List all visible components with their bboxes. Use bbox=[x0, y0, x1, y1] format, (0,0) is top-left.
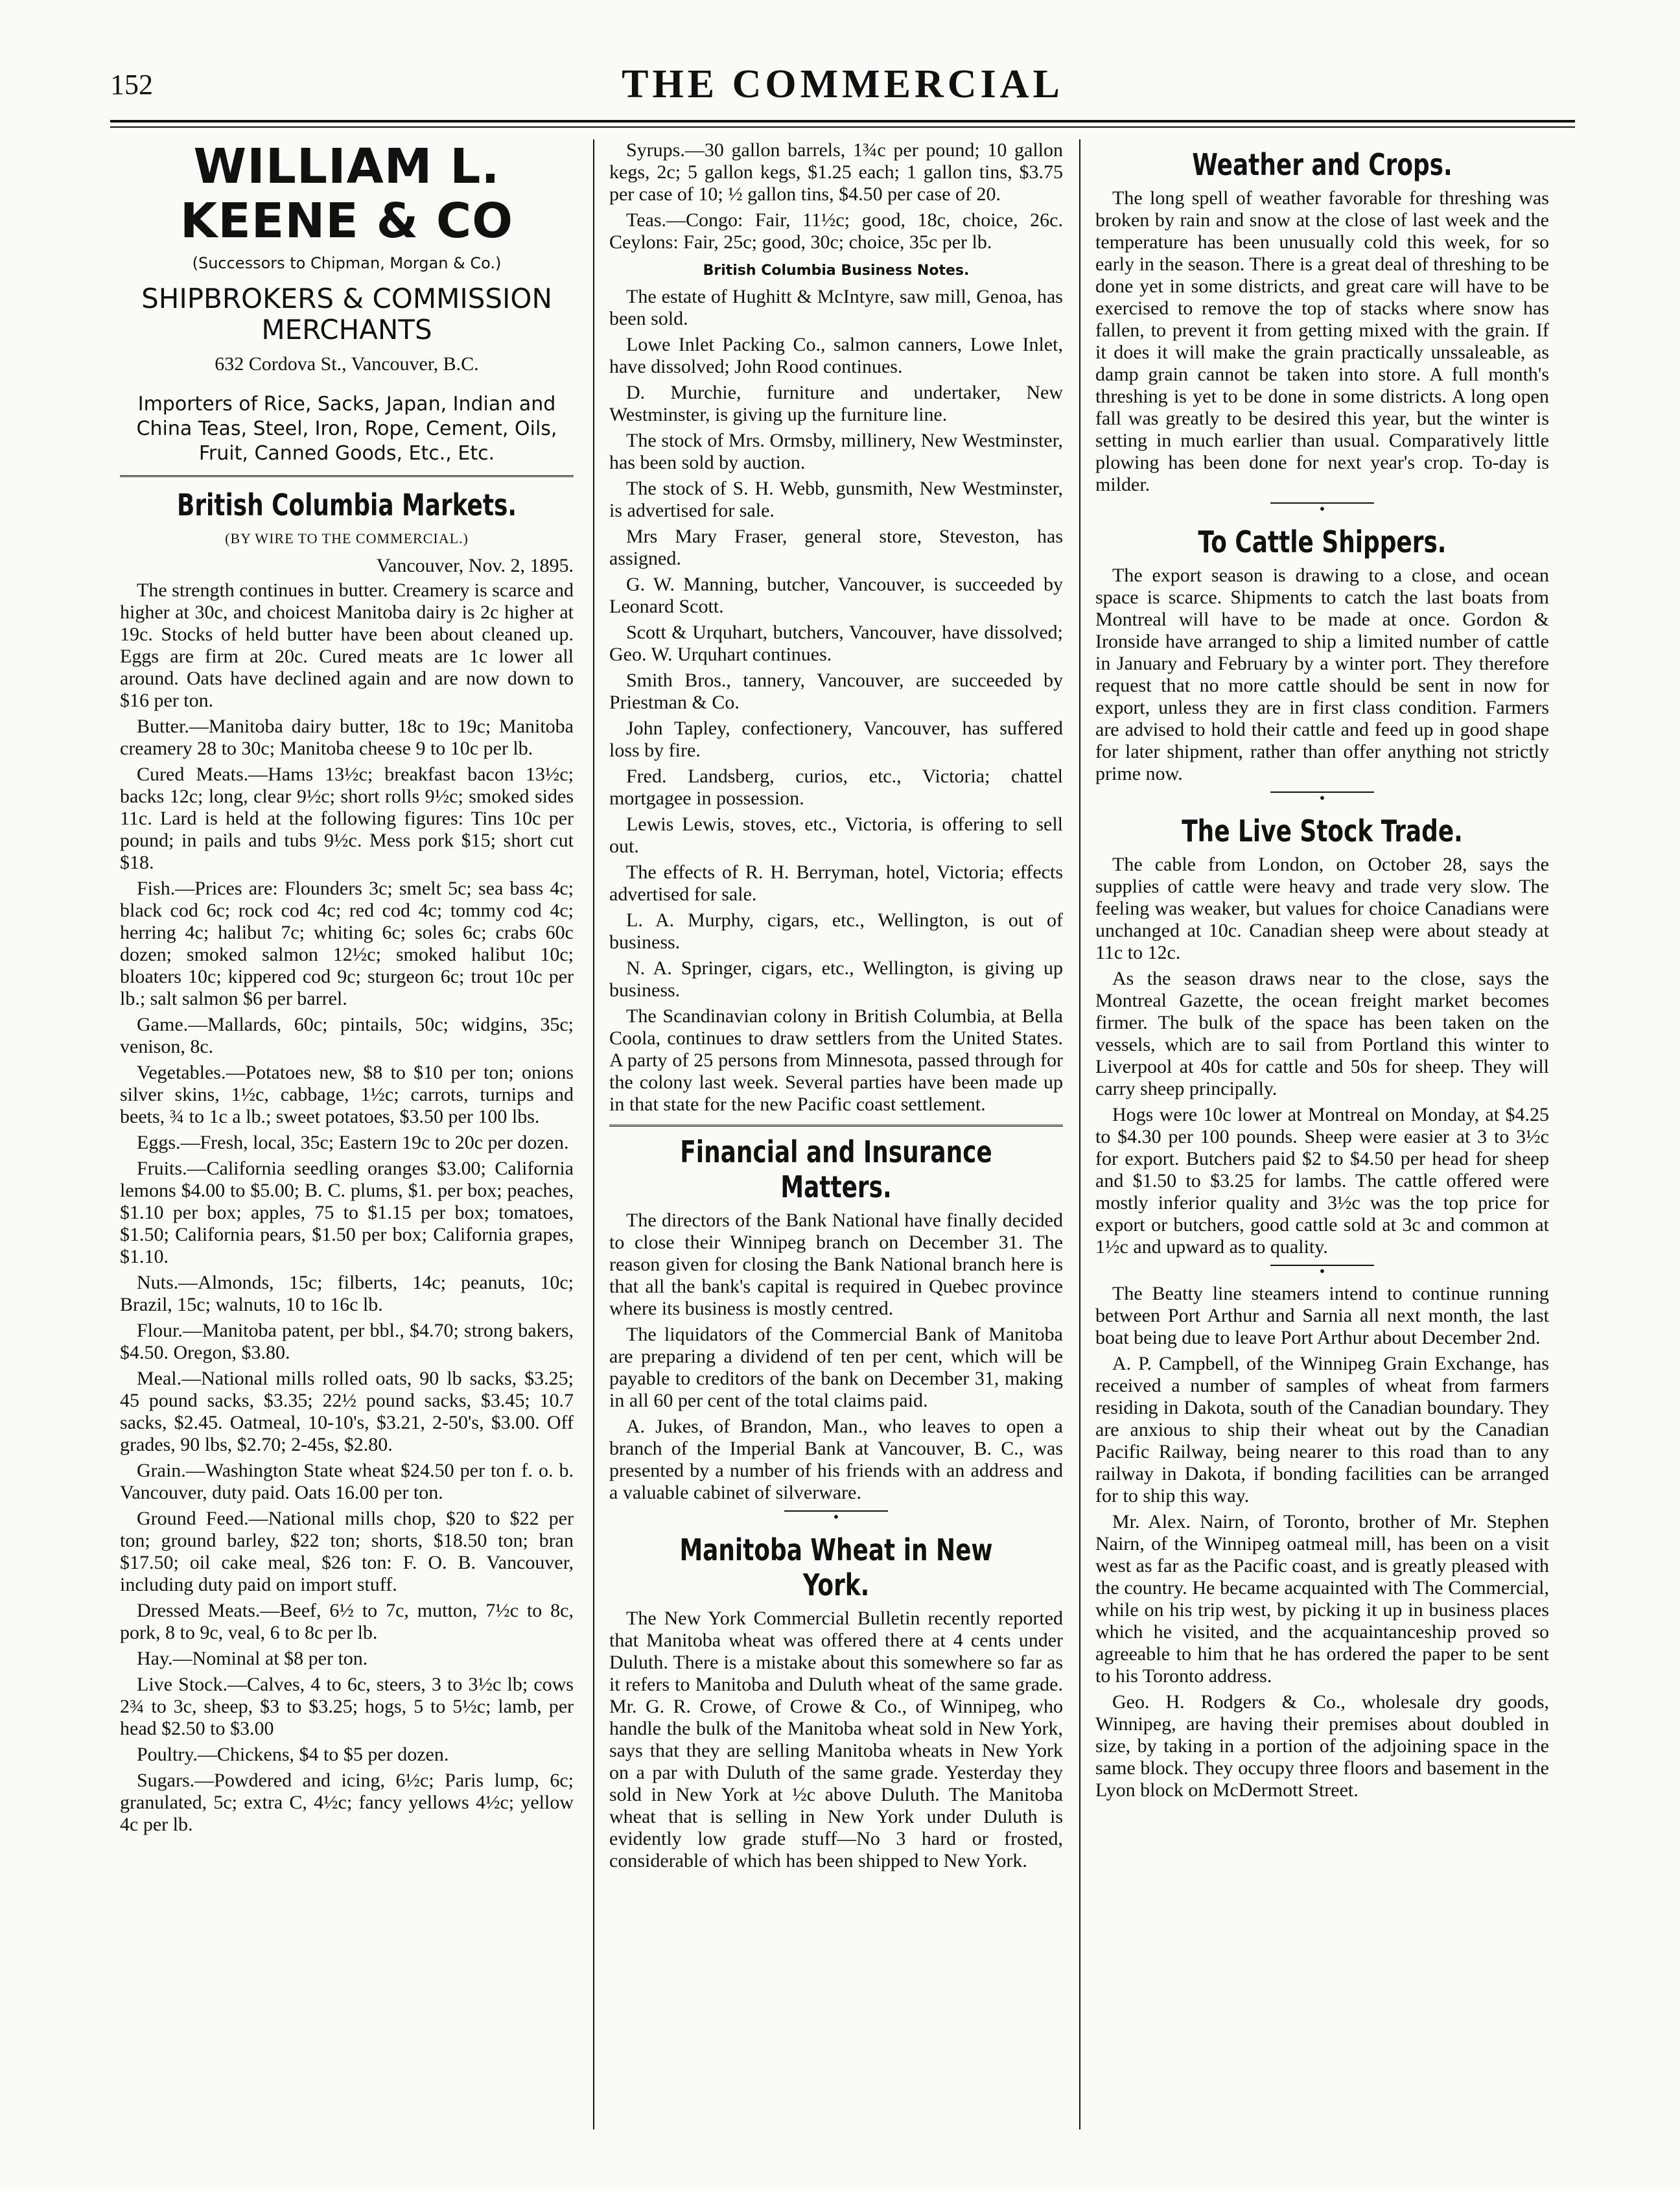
ad-business-line: SHIPBROKERS & COMMISSION MERCHANTS bbox=[141, 283, 552, 346]
article-dateline: Vancouver, Nov. 2, 1895. bbox=[376, 555, 574, 576]
paragraph: The long spell of weather favorable for threshing was broken by rain and snow at the close of last week and the temperature has been unusually cold this week, for so early in the season. There is a great deal of threshing to be done yet in some districts, and great care will have to be exercised to remove the top of stacks where snow has fallen, to prevent it from getting mixed with the grain. If it does it will make the grain practically unssaleable, as damp grain cannot be taken into store. A full month's threshing is yet to be done in some districts. A long open fall was greatly to be desired this year, but the winter is setting in much earlier than usual. Comparatively little plowing has been done for next year's crop. To-day is milder. bbox=[1095, 187, 1549, 495]
article-title: Financial and Insurance Matters. bbox=[680, 1134, 992, 1204]
paragraph: Teas.—Congo: Fair, 11½c; good, 18c, choice, 26c. Ceylons: Fair, 25c; good, 30c; choice, 35c per lb. bbox=[609, 209, 1063, 253]
business-note: G. W. Manning, butcher, Vancouver, is succeeded by Leonard Scott. bbox=[609, 574, 1063, 617]
article-byline: (BY WIRE TO THE COMMERCIAL.) bbox=[225, 530, 469, 546]
paragraph: Live Stock.—Calves, 4 to 6c, steers, 3 to 3½c lb; cows 2¾ to 3c, sheep, $3 to $3.25; hogs, 5 to 5½c; lamb, per head $2.50 to $3.00 bbox=[120, 1674, 574, 1739]
business-note: Scott & Urquhart, butchers, Vancouver, have dissolved; Geo. W. Urquhart continues. bbox=[609, 622, 1063, 665]
article-title: British Columbia Markets. bbox=[176, 487, 517, 522]
article-title: The Live Stock Trade. bbox=[1182, 814, 1463, 849]
paragraph: Flour.—Manitoba patent, per bbl., $4.70; strong bakers, $4.50. Oregon, $3.80. bbox=[120, 1320, 574, 1363]
paragraph: Game.—Mallards, 60c; pintails, 50c; widgins, 35c; venison, 8c. bbox=[120, 1014, 574, 1057]
ornament-separator: • bbox=[1095, 502, 1549, 517]
paragraph: Geo. H. Rodgers & Co., wholesale dry goods, Winnipeg, are having their premises about doubled in size, by taking in a portion of the adjoining space in the same block. They occupy three floors and basement in the Lyon block on McDermott Street. bbox=[1095, 1691, 1549, 1801]
ornament-separator: • bbox=[1095, 1265, 1549, 1279]
business-note: The stock of Mrs. Ormsby, millinery, New Westminster, has been sold by auction. bbox=[609, 430, 1063, 473]
paragraph: The New York Commercial Bulletin recently reported that Manitoba wheat was offered there at 4 cents under Duluth. There is a mistake about this somewhere so far as it refers to Manitoba and Duluth wheat of the same grade. Mr. G. R. Crowe, of Crowe & Co., of Winnipeg, who handle the bulk of the Manitoba wheat sold in New York, says that they are selling Manitoba wheats in New York on a par with Duluth of the same grade. Yesterday they sold in New York at ½c above Duluth. The Manitoba wheat that is selling in New York under Duluth is evidently low grade stuff—No 3 hard or frosted, considerable of which has been shipped to New York. bbox=[609, 1608, 1063, 1871]
business-note: N. A. Springer, cigars, etc., Wellington, is giving up business. bbox=[609, 957, 1063, 1001]
business-note: Mrs Mary Fraser, general store, Steveston, has assigned. bbox=[609, 526, 1063, 569]
paragraph: Hogs were 10c lower at Montreal on Monday, at $4.25 to $4.30 per 100 pounds. Sheep were easier at 3 to 3½c for export. Butchers paid $2 to $4.50 per head for sheep and $1.50 to $3.25 for lambs. The cattle offered were mostly inferior quality and 3½c was the top price for export or butchers, good cattle sold at 3c and common at 1½c and upward as to quality. bbox=[1095, 1104, 1549, 1258]
paragraph: Dressed Meats.—Beef, 6½ to 7c, mutton, 7½c to 8c, pork, 8 to 9c, veal, 6 to 8c per lb. bbox=[120, 1600, 574, 1643]
article-title: Weather and Crops. bbox=[1192, 147, 1452, 182]
ornament-separator: • bbox=[1095, 791, 1549, 806]
business-note: Fred. Landsberg, curios, etc., Victoria; chattel mortgagee in possession. bbox=[609, 766, 1063, 809]
paragraph: Meal.—National mills rolled oats, 90 lb sacks, $3.25; 45 pound sacks, $3.35; 22½ pound sacks, $3.45; 10.7 sacks, $2.45. Oatmeal, 10-10's, $3.21, 2-50's, $3.00. Off grades, 90 lbs, $2.70; 2-45s, $2.80. bbox=[120, 1368, 574, 1455]
paragraph: Grain.—Washington State wheat $24.50 per ton f. o. b. Vancouver, duty paid. Oats 16.00 per ton. bbox=[120, 1460, 574, 1503]
paragraph: Butter.—Manitoba dairy butter, 18c to 19c; Manitoba creamery 28 to 30c; Manitoba cheese 9 to 10c per lb. bbox=[120, 716, 574, 759]
business-note: The Scandinavian colony in British Columbia, at Bella Coola, continues to draw settlers from the United States. A party of 25 persons from Minnesota, passed through for the colony last week. Several parties have been made up in that state for the new Pacific coast settlement. bbox=[609, 1005, 1063, 1115]
ad-firm-name: WILLIAM L. KEENE & CO bbox=[180, 139, 514, 249]
business-note: D. Murchie, furniture and undertaker, New Westminster, is giving up the furniture line. bbox=[609, 382, 1063, 425]
paragraph: The strength continues in butter. Creamery is scarce and higher at 30c, and choicest Manitoba dairy is 2c higher at 19c. Stocks of held butter have been about cleaned up. Eggs are firm at 20c. Cured meats are 1c lower all around. Oats have declined again and are now down to $16 per ton. bbox=[120, 580, 574, 711]
business-note: Lewis Lewis, stoves, etc., Victoria, is offering to sell out. bbox=[609, 814, 1063, 857]
article-title: Manitoba Wheat in New York. bbox=[679, 1532, 993, 1602]
ad-successors: (Successors to Chipman, Morgan & Co.) bbox=[192, 254, 502, 272]
column-divider bbox=[593, 139, 594, 2129]
paragraph: Ground Feed.—National mills chop, $20 to $22 per ton; ground barley, $22 ton; shorts, $18.50 ton; bran $17.50; oil cake meal, $26 ton: F. O. B. Vancouver, including duty paid on import stuff. bbox=[120, 1508, 574, 1595]
paragraph: The cable from London, on October 28, says the supplies of cattle were heavy and trade very slow. The feeling was weaker, but values for choice Canadians were unchanged at 10c. Canadian sheep were about steady at 11c to 12c. bbox=[1095, 854, 1549, 963]
column-divider bbox=[1079, 139, 1080, 2129]
business-note: Lowe Inlet Packing Co., salmon canners, Lowe Inlet, have dissolved; John Rood continues. bbox=[609, 334, 1063, 377]
paragraph: A. P. Campbell, of the Winnipeg Grain Exchange, has received a number of samples of wheat from farmers residing in Dakota, south of the Canadian boundary. They are anxious to ship their wheat out by the Canadian Pacific Railway, being nearer to this road than to any railway in Dakota, if bonding facilities can be arranged for to ship this way. bbox=[1095, 1353, 1549, 1506]
paragraph: Vegetables.—Potatoes new, $8 to $10 per ton; onions silver skins, 1½c, cabbage, 1½c; carrots, turnips and beets, ¾ to 1c a lb.; sweet potatoes, $3.50 per 100 lbs. bbox=[120, 1062, 574, 1127]
paragraph: Poultry.—Chickens, $4 to $5 per dozen. bbox=[137, 1744, 449, 1765]
paragraph: Hay.—Nominal at $8 per ton. bbox=[137, 1648, 368, 1669]
column-3 bbox=[1095, 139, 1549, 1805]
section-rule bbox=[609, 1125, 1063, 1127]
paragraph: The Beatty line steamers intend to continue running between Port Arthur and Sarnia all next month, the last boat being due to leave Port Arthur about December 2nd. bbox=[1095, 1283, 1549, 1348]
column-1 bbox=[120, 139, 574, 1840]
ad-address: 632 Cordova St., Vancouver, B.C. bbox=[215, 353, 479, 375]
paragraph: Nuts.—Almonds, 15c; filberts, 14c; peanuts, 10c; Brazil, 15c; walnuts, 10 to 16c lb. bbox=[120, 1272, 574, 1315]
business-note: L. A. Murphy, cigars, etc., Wellington, is out of business. bbox=[609, 909, 1063, 953]
paragraph: A. Jukes, of Brandon, Man., who leaves to open a branch of the Imperial Bank at Vancouver, B. C., was presented by a number of his friends with an address and a valuable cabinet of silverware. bbox=[609, 1416, 1063, 1503]
page-number: 152 bbox=[110, 69, 153, 100]
section-heading: British Columbia Business Notes. bbox=[703, 263, 970, 279]
article-title: To Cattle Shippers. bbox=[1198, 524, 1447, 559]
paragraph: The liquidators of the Commercial Bank of Manitoba are preparing a dividend of ten per cent, which will be payable to creditors of the bank on December 31, making in all 60 per cent of the total claims paid. bbox=[609, 1324, 1063, 1411]
masthead: THE COMMERCIAL bbox=[622, 62, 1064, 106]
business-note: John Tapley, confectionery, Vancouver, has suffered loss by fire. bbox=[609, 718, 1063, 761]
paragraph: Mr. Alex. Nairn, of Toronto, brother of Mr. Stephen Nairn, of the Winnipeg oatmeal mill, has been on a visit west as far as the Pacific coast, and is greatly pleased with the country. He became acquainted with The Commercial, while on his trip west, by picking it up in business places which he visited, and the acquaintanceship proved so agreeable to him that he has ordered the paper to be sent to his Toronto address. bbox=[1095, 1511, 1549, 1687]
business-note: The estate of Hughitt & McIntyre, saw mill, Genoa, has been sold. bbox=[609, 286, 1063, 329]
paragraph: Syrups.—30 gallon barrels, 1¾c per pound; 10 gallon kegs, 2c; 5 gallon kegs, $1.25 each; 1 gallon tins, $3.75 per case of 10; ½ gallon tins, $4.50 per case of 20. bbox=[609, 139, 1063, 205]
paragraph: The export season is drawing to a close, and ocean space is scarce. Shipments to catch the last boats from Montreal will have to be made at once. Gordon & Ironside have arranged to ship a limited number of cattle in January and February by a winter port. They therefore request that no more cattle should be sent in now for export, unless they are in first class condition. Farmers are advised to hold their cattle and feed up in good shape for later shipment, rather than offer anything not strictly prime now. bbox=[1095, 565, 1549, 784]
paragraph: Cured Meats.—Hams 13½c; breakfast bacon 13½c; backs 12c; long, clear 9½c; short rolls 9½c; smoked sides 11c. Lard is held at the following figures: Tins 10c per pound; in pails and tubs 9½c. Mess pork $15; short cut $18. bbox=[120, 764, 574, 873]
paragraph: Sugars.—Powdered and icing, 6½c; Paris lump, 6c; granulated, 5c; extra C, 4½c; fancy yellows 4½c; yellow 4c per lb. bbox=[120, 1770, 574, 1835]
paragraph: Fish.—Prices are: Flounders 3c; smelt 5c; sea bass 4c; black cod 6c; rock cod 4c; red cod 4c; tommy cod 4c; herring 4c; halibut 7c; whiting 6c; soles 6c; crabs 60c dozen; smoked salmon 12½c; smoked halibut 10c; bloaters 10c; kippered cod 9c; sturgeon 6c; trout 10c per lb.; salt salmon $6 per barrel. bbox=[120, 878, 574, 1009]
ad-importers: Importers of Rice, Sacks, Japan, Indian and China Teas, Steel, Iron, Rope, Cement, Oils, Fruit, Canned Goods, Etc., Etc. bbox=[136, 393, 557, 465]
column-2 bbox=[609, 139, 1063, 1876]
business-note: The stock of S. H. Webb, gunsmith, New Westminster, is advertised for sale. bbox=[609, 478, 1063, 521]
header-rule bbox=[110, 120, 1575, 123]
paragraph: The directors of the Bank National have finally decided to close their Winnipeg branch on December 31. The reason given for closing the Bank National branch here is that all the bank's capital is required in Quebec province where its business is mostly centred. bbox=[609, 1210, 1063, 1319]
ornament-separator: • bbox=[609, 1510, 1063, 1525]
page-header bbox=[110, 62, 1575, 133]
advertisement bbox=[120, 139, 574, 477]
paragraph: Fruits.—California seedling oranges $3.00; California lemons $4.00 to $5.00; B. C. plums, $1. per box; peaches, $1.10 per box; apples, 75 to $1.15 per box; tomatoes, $1.50; California pears, $1.50 per box; California grapes, $1.10. bbox=[120, 1158, 574, 1267]
paragraph: Eggs.—Fresh, local, 35c; Eastern 19c to 20c per dozen. bbox=[137, 1132, 569, 1153]
business-note: Smith Bros., tannery, Vancouver, are succeeded by Priestman & Co. bbox=[609, 670, 1063, 713]
business-note: The effects of R. H. Berryman, hotel, Victoria; effects advertised for sale. bbox=[609, 861, 1063, 905]
paragraph: As the season draws near to the close, says the Montreal Gazette, the ocean freight market becomes firmer. The bulk of the space has been taken on the vessels, which are to sail from Portland this winter to Liverpool at 40s for cattle and 50s for sheep. They will carry sheep principally. bbox=[1095, 968, 1549, 1099]
header-rule-thin bbox=[110, 126, 1575, 128]
